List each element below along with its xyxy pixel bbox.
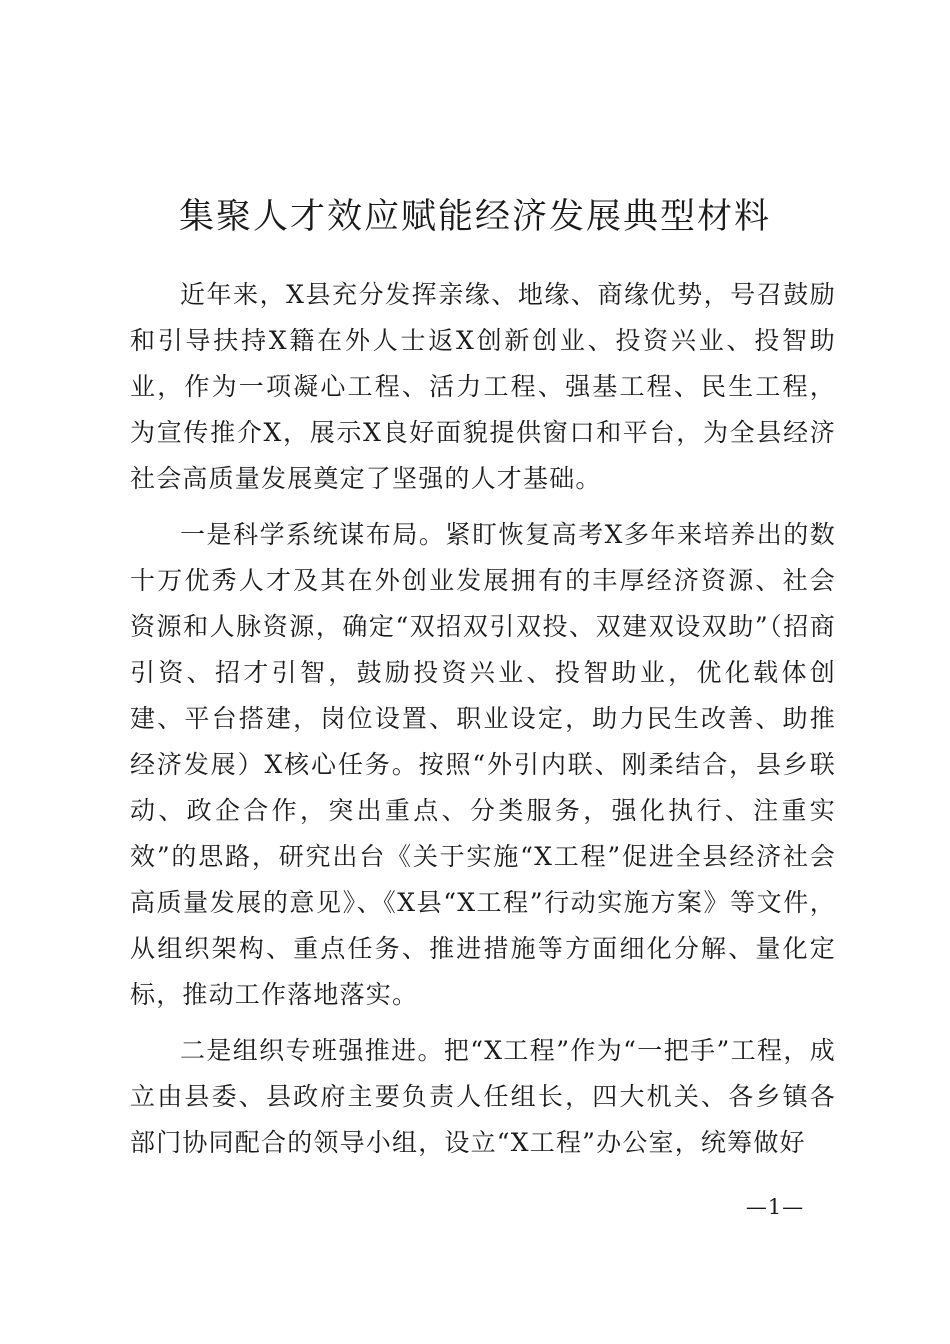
paragraph-layout: 一是科学系统谋布局。紧盯恢复高考X多年来培养出的数十万优秀人才及其在外创业发展拥有的丰厚经济资源、社会资源和人脉资源，确定“双招双引双投、双建双设双助”（招商引资、招才引智，鼓励投资兴业、投智助业，优化载体创建、平台搭建，岗位设置、职业设定，助力民生改善、助推经济发展）X核心任务。按照“外引内联、刚柔结合，县乡联动、政企合作，突出重点、分类服务，强化执行、注重实效”的思路，研究出台《关于实施“X工程”促进全县经济社会高质量发展的意见》、《X县“X工程”行动实施方案》等文件，从组织架构、重点任务、推进措施等方面细化分解、量化定标，推动工作落地落实。	[130, 520, 836, 1009]
paragraph-task-force: 二是组织专班强推进。把“X工程”作为“一把手”工程，成立由县委、县政府主要负责人任组长，四大机关、各乡镇各部门协同配合的领导小组，设立“X工程”办公室，统筹做好	[130, 1036, 836, 1157]
paragraph-intro: 近年来，X县充分发挥亲缘、地缘、商缘优势，号召鼓励和引导扶持X籍在外人士返X创新创业、投资兴业、投智助业，作为一项凝心工程、活力工程、强基工程、民生工程，为宣传推介X，展示X良好面貌提供窗口和平台，为全县经济社会高质量发展奠定了坚强的人才基础。	[130, 280, 836, 493]
document-body	[130, 272, 836, 1166]
document-title: 集聚人才效应赋能经济发展典型材料	[178, 197, 771, 237]
page-number: —1—	[745, 1195, 805, 1219]
